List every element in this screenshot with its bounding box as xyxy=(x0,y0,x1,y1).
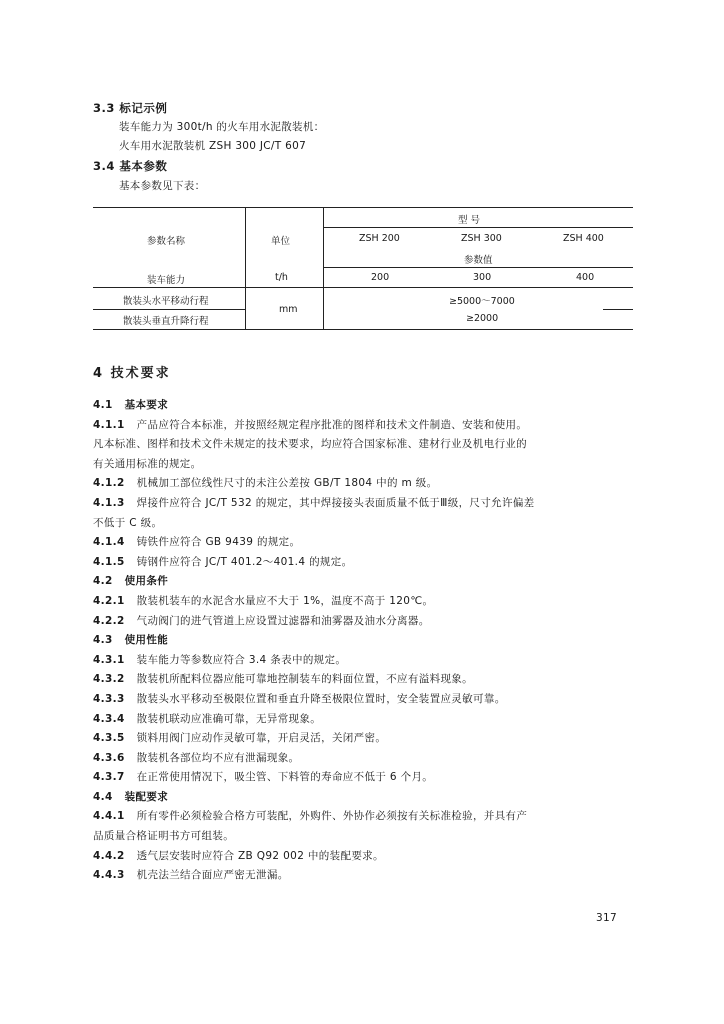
table-row-vertical-travel-name: 散装头垂直升降行程 xyxy=(123,316,209,327)
table-header-rule xyxy=(93,287,633,288)
clause-number: 4.3 xyxy=(93,634,113,647)
paragraph-line xyxy=(93,670,633,690)
table-bottom-rule xyxy=(93,329,633,330)
table-row-rule-left xyxy=(93,309,245,310)
clause-text: 锁料用阀门应动作灵敏可靠，开启灵活，关闭严密。 xyxy=(136,732,387,745)
table-row-capacity-v1: 200 xyxy=(371,272,390,283)
section-4-title: 4 技术要求 xyxy=(93,366,171,381)
clause-number: 4.3.2 xyxy=(93,673,125,686)
paragraph-line xyxy=(93,807,633,827)
clause-text: 散装机各部位均不应有泄漏现象。 xyxy=(136,751,300,764)
subsection-heading xyxy=(93,631,633,651)
clause-number: 4.2.2 xyxy=(93,614,125,627)
clause-number: 4.1.2 xyxy=(93,477,125,490)
table-header-value: 参数值 xyxy=(464,255,493,266)
clause-text: 透气层安装时应符合 ZB Q92 002 中的装配要求。 xyxy=(136,849,384,862)
clause-text: 使用条件 xyxy=(124,575,169,588)
clause-number: 4.3.6 xyxy=(93,751,125,764)
paragraph-line xyxy=(93,514,633,534)
clause-number: 4.1.1 xyxy=(93,418,125,431)
table-row-capacity-v2: 300 xyxy=(473,272,492,283)
paragraph-line xyxy=(93,768,633,788)
clause-text: 气动阀门的进气管道上应设置过滤器和油雾器及油水分离器。 xyxy=(136,614,430,627)
table-row-travel-unit: mm xyxy=(279,304,298,315)
clause-text: 装车能力等参数应符合 3.4 条表中的规定。 xyxy=(136,653,347,666)
paragraph-line xyxy=(93,866,633,886)
paragraph-line xyxy=(93,827,633,847)
paragraph-line xyxy=(93,455,633,475)
clause-text: 机壳法兰结合面应严密无泄漏。 xyxy=(136,869,289,882)
clause-text: 铸铁件应符合 GB 9439 的规定。 xyxy=(136,536,301,549)
clause-text: 不低于 C 级。 xyxy=(93,516,163,529)
table-row-capacity-name: 装车能力 xyxy=(147,275,186,286)
section-3-3-line-2: 火车用水泥散装机 ZSH 300 JC/T 607 xyxy=(119,140,307,152)
table-value-rule xyxy=(323,267,633,268)
paragraph-line xyxy=(93,729,633,749)
clause-number: 4.1.5 xyxy=(93,555,125,568)
table-row-vertical-travel-value: ≥2000 xyxy=(466,313,499,324)
table-header-model: 型 号 xyxy=(458,215,481,226)
subsection-heading xyxy=(93,788,633,808)
section-4-body xyxy=(93,396,633,886)
section-3-3-heading: 3.3 标记示例 xyxy=(93,101,168,115)
subsection-heading xyxy=(93,396,633,416)
clause-text: 散装机所配料位器应能可靠地控制装车的料面位置，不应有溢料现象。 xyxy=(136,673,474,686)
table-model-zsh200: ZSH 200 xyxy=(359,233,400,244)
clause-number: 4.3.5 xyxy=(93,732,125,745)
clause-text: 在正常使用情况下，吸尘管、下料管的寿命应不低于 6 个月。 xyxy=(136,771,434,784)
table-row-capacity-unit: t/h xyxy=(275,272,288,283)
clause-number: 4.4.2 xyxy=(93,849,125,862)
clause-text: 铸钢件应符合 JC/T 401.2～401.4 的规定。 xyxy=(136,555,353,568)
paragraph-line xyxy=(93,494,633,514)
clause-text: 装配要求 xyxy=(124,790,169,803)
clause-text: 散装机联动应准确可靠，无异常现象。 xyxy=(136,712,322,725)
clause-number: 4.1.4 xyxy=(93,536,125,549)
clause-number: 4.3.3 xyxy=(93,692,125,705)
paragraph-line xyxy=(93,533,633,553)
clause-text: 散装头水平移动至极限位置和垂直升降至极限位置时，安全装置应灵敏可靠。 xyxy=(136,692,506,705)
table-vline-1 xyxy=(245,207,246,330)
table-vline-2 xyxy=(323,207,324,330)
paragraph-line xyxy=(93,553,633,573)
table-row-horizontal-travel-name: 散装头水平移动行程 xyxy=(123,296,209,307)
paragraph-line xyxy=(93,690,633,710)
table-row-horizontal-travel-value: ≥5000～7000 xyxy=(449,296,515,307)
table-row-capacity-v3: 400 xyxy=(576,272,595,283)
table-header-unit: 单位 xyxy=(271,236,291,247)
clause-text: 品质量合格证明书方可组装。 xyxy=(93,830,235,843)
paragraph-line xyxy=(93,435,633,455)
clause-text: 基本要求 xyxy=(124,399,169,411)
clause-text: 所有零件必须检验合格方可装配，外购件、外协作必须按有关标准检验，并具有产 xyxy=(136,810,528,823)
clause-number: 4.1 xyxy=(93,399,113,411)
section-3-4-heading: 3.4 基本参数 xyxy=(93,159,168,173)
paragraph-line xyxy=(93,710,633,730)
page-number: 317 xyxy=(596,912,617,924)
paragraph-line xyxy=(93,592,633,612)
clause-text: 有关通用标准的规定。 xyxy=(93,457,202,470)
clause-text: 焊接件应符合 JC/T 532 的规定，其中焊接接头表面质量不低于Ⅲ级，尺寸允许偏差 xyxy=(136,496,535,509)
subsection-heading xyxy=(93,572,633,592)
paragraph-line xyxy=(93,749,633,769)
paragraph-line xyxy=(93,416,633,436)
table-model-rule xyxy=(323,227,633,228)
section-3-3-line-1: 装车能力为 300t/h 的火车用水泥散装机： xyxy=(119,121,325,133)
clause-number: 4.2.1 xyxy=(93,594,125,607)
table-row-rule-right xyxy=(603,309,633,310)
clause-number: 4.3.1 xyxy=(93,653,125,666)
clause-text: 凡本标准、图样和技术文件未规定的技术要求，均应符合国家标准、建材行业及机电行业的 xyxy=(93,438,527,451)
clause-number: 4.4.3 xyxy=(93,869,125,882)
clause-text: 机械加工部位线性尺寸的未注公差按 GB/T 1804 中的 m 级。 xyxy=(136,477,438,490)
table-model-zsh300: ZSH 300 xyxy=(461,233,502,244)
paragraph-line xyxy=(93,612,633,632)
clause-text: 散装机装车的水泥含水量应不大于 1%，温度不高于 120℃。 xyxy=(136,594,434,607)
table-header-param-name: 参数名称 xyxy=(147,236,186,247)
clause-number: 4.2 xyxy=(93,575,113,588)
paragraph-line xyxy=(93,651,633,671)
clause-text: 使用性能 xyxy=(124,634,169,647)
clause-number: 4.3.4 xyxy=(93,712,125,725)
clause-text: 产品应符合本标准，并按照经规定程序批准的图样和技术文件制造、安装和使用。 xyxy=(136,418,528,431)
clause-number: 4.3.7 xyxy=(93,771,125,784)
paragraph-line xyxy=(93,847,633,867)
section-3-4-line-1: 基本参数见下表： xyxy=(119,180,206,192)
clause-number: 4.1.3 xyxy=(93,496,125,509)
table-model-zsh400: ZSH 400 xyxy=(563,233,604,244)
paragraph-line xyxy=(93,474,633,494)
clause-number: 4.4.1 xyxy=(93,810,125,823)
clause-number: 4.4 xyxy=(93,790,113,803)
table-top-rule xyxy=(93,207,633,208)
